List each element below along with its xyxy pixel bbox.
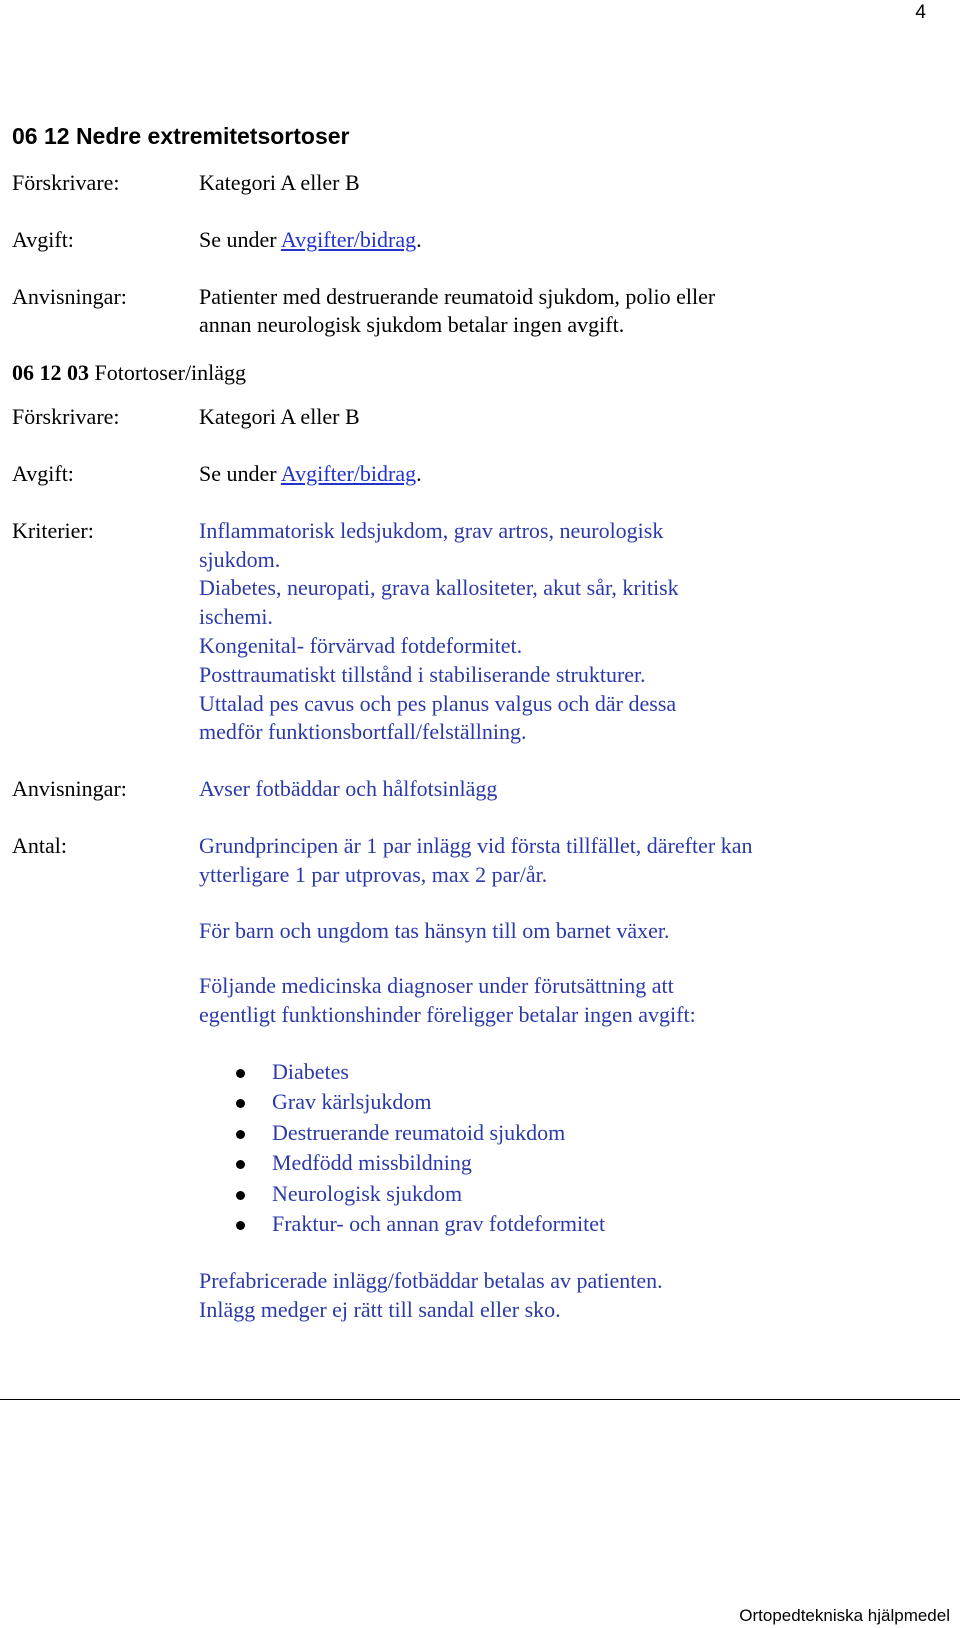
kriterium-item: Posttraumatiskt tillstånd i stabiliserande strukturer. (199, 661, 646, 687)
sub-row-antal (12, 832, 912, 1325)
bullet-icon (236, 1099, 245, 1108)
kriterium-item: Kongenital- förvärvad fotdeformitet. (199, 632, 523, 658)
diagnosis-label: Destruerande reumatoid sjukdom (272, 1119, 566, 1145)
forskrivare-label: Förskrivare: (12, 170, 120, 195)
diagnosis-label: Fraktur- och annan grav fotdeformitet (272, 1211, 606, 1237)
bullet-icon (236, 1160, 245, 1169)
kriterium-item: Uttalad pes cavus och pes planus valgus och där dessa medför funktionsbortfall/felställning. (199, 690, 677, 745)
diagnosis-label: Neurologisk sjukdom (272, 1180, 463, 1206)
diagnosis-label: Grav kärlsjukdom (272, 1089, 432, 1115)
sub-forskrivare-label: Förskrivare: (12, 404, 120, 430)
list-item (199, 1087, 782, 1118)
anvisningar-label: Anvisningar: (12, 283, 127, 309)
bullet-icon (236, 1221, 245, 1230)
closing-line: Inlägg medger ej rätt till sandal eller sko. (199, 1296, 561, 1322)
sub-anvisningar-label: Anvisningar: (12, 776, 127, 802)
bullet-icon (236, 1191, 245, 1200)
sub-row-forskrivare (12, 403, 912, 432)
row-anvisningar (12, 283, 912, 341)
sub-forskrivare-value: Kategori A eller B (199, 404, 360, 430)
antal-content (199, 832, 912, 1325)
list-item (199, 1148, 782, 1179)
list-item (199, 1209, 782, 1240)
sub-anvisningar-value: Avser fotbäddar och hålfotsinlägg (199, 776, 498, 802)
avgift-suffix: . (416, 226, 422, 252)
sub-avgift-label: Avgift: (12, 460, 74, 486)
antal-paragraph: För barn och ungdom tas hänsyn till om barnet växer. (199, 917, 670, 943)
list-item (199, 1057, 782, 1088)
diagnosis-label: Medfödd missbildning (272, 1150, 472, 1176)
sub-avgift-suffix: . (416, 460, 422, 486)
document-body (12, 121, 912, 1325)
list-item (199, 1179, 782, 1210)
bullet-icon (236, 1069, 245, 1078)
sub-row-kriterier (12, 517, 912, 747)
bullet-icon (236, 1130, 245, 1139)
subsection-code: 06 12 03 (12, 360, 89, 386)
section-title: 06 12 Nedre extremitetsortoser (12, 123, 350, 149)
list-item (199, 1118, 782, 1149)
sub-row-avgift (12, 460, 912, 489)
avgifter-bidrag-link[interactable]: Avgifter/bidrag (280, 226, 417, 252)
antal-paragraph: Grundprincipen är 1 par inlägg vid första tillfället, därefter kan ytterligare 1 par utprovas, max 2 par/år. (199, 832, 753, 887)
subsection-title (12, 358, 912, 388)
subsection-name: Fotortoser/inlägg (94, 360, 247, 386)
row-forskrivare (12, 169, 912, 198)
footer-text: Ortopedtekniska hjälpmedel (739, 1606, 950, 1625)
avgift-prefix: Se under (199, 226, 281, 252)
avgift-value (199, 226, 912, 255)
kriterier-list (199, 517, 912, 747)
page-number: 4 (915, 2, 926, 23)
row-avgift (12, 226, 912, 255)
sub-avgift-value (199, 460, 912, 489)
avgift-label: Avgift: (12, 226, 74, 252)
antal-paragraph: Följande medicinska diagnoser under förutsättning att egentligt funktionshinder föreligger betalar ingen avgift: (199, 973, 696, 1028)
diagnosis-list (199, 1057, 782, 1240)
anvisningar-value: Patienter med destruerande reumatoid sjukdom, polio eller annan neurologisk sjukdom betalar ingen avgift. (199, 283, 716, 338)
diagnosis-label: Diabetes (272, 1058, 349, 1084)
closing-line: Prefabricerade inlägg/fotbäddar betalas av patienten. (199, 1267, 663, 1293)
antal-label: Antal: (12, 832, 67, 858)
kriterium-item: Inflammatorisk ledsjukdom, grav artros, neurologisk sjukdom. (199, 517, 664, 572)
divider (0, 1399, 960, 1400)
sub-row-anvisningar (12, 775, 912, 804)
kriterier-label: Kriterier: (12, 517, 94, 543)
forskrivare-value: Kategori A eller B (199, 170, 360, 195)
sub-avgift-prefix: Se under (199, 460, 281, 486)
sub-avgifter-bidrag-link[interactable]: Avgifter/bidrag (280, 460, 417, 486)
kriterium-item: Diabetes, neuropati, grava kallositeter, akut sår, kritisk ischemi. (199, 575, 679, 630)
